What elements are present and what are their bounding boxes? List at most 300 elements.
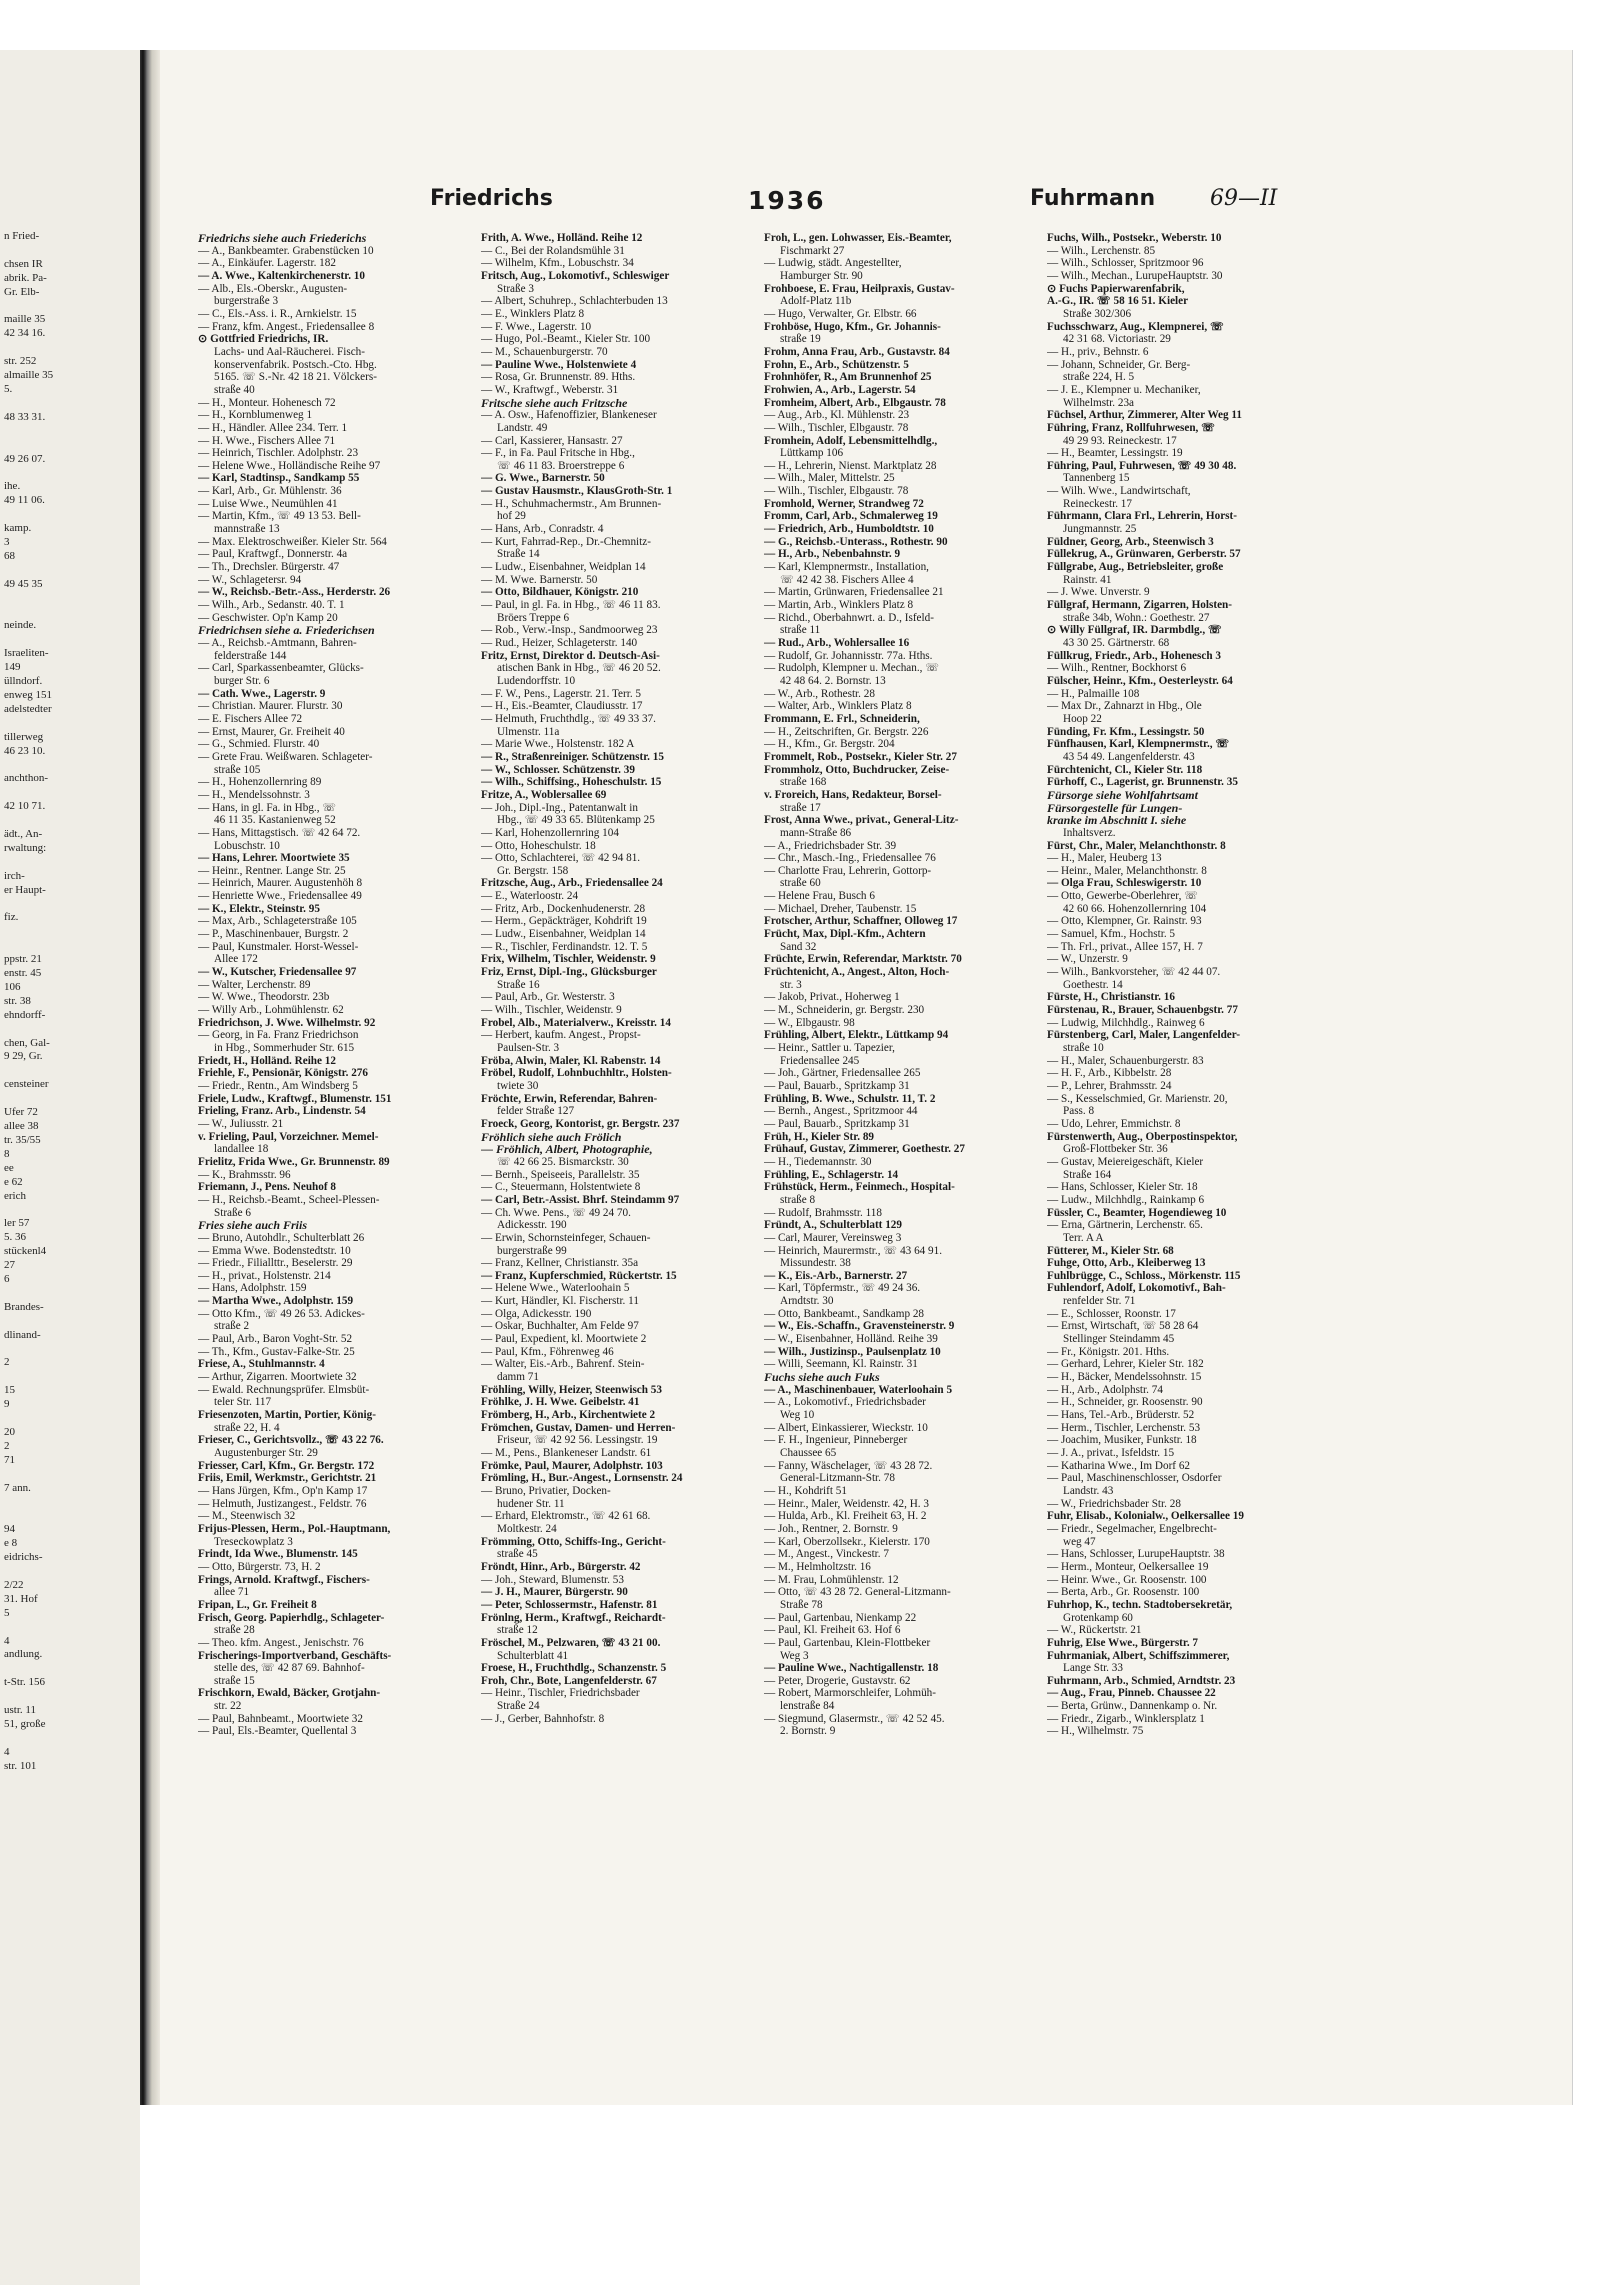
directory-entry-line: Friseur, ☏ 42 92 56. Lessingstr. 19 bbox=[497, 1434, 658, 1447]
directory-entry-line: Fischmarkt 27 bbox=[780, 244, 845, 257]
facing-page-text-fragment bbox=[0, 1203, 140, 1217]
directory-entry-line: Straße 302/306 bbox=[1063, 307, 1132, 320]
directory-entry-line: — A. Wwe., Kaltenkirchenerstr. 10 bbox=[198, 269, 365, 282]
directory-entry-line: Goethestr. 14 bbox=[1063, 978, 1123, 991]
directory-entry-line: Friedrichson, J. Wwe. Wilhelmstr. 92 bbox=[198, 1016, 376, 1029]
directory-entry-line: — Joachim, Musiker, Funkstr. 18 bbox=[1047, 1434, 1197, 1447]
directory-entry-line: — Chr., Masch.-Ing., Friedensallee 76 bbox=[764, 852, 936, 865]
directory-entry-line: — H., Zeitschriften, Gr. Bergstr. 226 bbox=[764, 725, 929, 738]
directory-entry-line: Straße 16 bbox=[497, 978, 540, 991]
directory-entry-line: allee 71 bbox=[214, 1586, 250, 1599]
facing-page-text-fragment bbox=[0, 397, 140, 411]
directory-entry-line: Fröndt, Hinr., Arb., Bürgerstr. 42 bbox=[481, 1560, 641, 1573]
directory-entry-line: — H., Schneider, gr. Roosenstr. 90 bbox=[1047, 1396, 1203, 1409]
directory-entry-line: — H., Händler. Allee 234. Terr. 1 bbox=[198, 421, 348, 434]
directory-entry-line: Frohwien, A., Arb., Lagerstr. 54 bbox=[764, 383, 916, 396]
directory-entry-line: 49 29 93. Reineckestr. 17 bbox=[1063, 434, 1177, 447]
facing-page-text-fragment: Brandes- bbox=[4, 1300, 44, 1313]
directory-entry-line: Jungmannstr. 25 bbox=[1063, 523, 1137, 536]
directory-entry-line: — Gustav, Meiereigeschäft, Kieler bbox=[1047, 1155, 1204, 1168]
directory-entry-line: — Carl, Betr.-Assist. Bhrf. Steindamm 97 bbox=[481, 1193, 680, 1206]
directory-entry-line: — Ewald. Rechnungsprüfer. Elmsbüt- bbox=[198, 1383, 370, 1396]
directory-entry-line: — H., priv., Behnstr. 6 bbox=[1047, 345, 1149, 358]
directory-column-4 bbox=[1047, 232, 1322, 1738]
directory-entry-line: 43 54 49. Langenfelderstr. 43 bbox=[1063, 750, 1195, 763]
directory-entry-line: — Martha Wwe., Adolphstr. 159 bbox=[198, 1295, 354, 1308]
directory-entry-line: Füllekrug, A., Grünwaren, Gerberstr. 57 bbox=[1047, 548, 1241, 561]
directory-entry-line: Friehle, F., Pensionär, Königstr. 276 bbox=[198, 1067, 368, 1080]
directory-entry-line: — S., Kesselschmied, Gr. Marienstr. 20, bbox=[1047, 1092, 1228, 1105]
directory-entry-line: Sand 32 bbox=[780, 940, 817, 953]
directory-entry-line: Fürsorge siehe Wohlfahrtsamt bbox=[1047, 788, 1198, 802]
directory-entry-line: ⊙ Gottfried Friedrichs, IR. bbox=[198, 333, 329, 346]
directory-entry-line: Lüttkamp 106 bbox=[780, 447, 844, 460]
facing-page-text-fragment: neinde. bbox=[4, 619, 37, 632]
directory-entry-line: — Charlotte Frau, Lehrerin, Gottorp- bbox=[764, 864, 932, 877]
facing-page-text-fragment bbox=[0, 1495, 140, 1509]
directory-entry-line: — Rudolph, Klempner u. Mechan., ☏ bbox=[764, 662, 940, 675]
directory-entry-line: 42 48 64. 2. Bornstr. 13 bbox=[780, 674, 886, 687]
directory-entry-line: Grotenkamp 60 bbox=[1063, 1611, 1133, 1624]
directory-entry-line: Fritze, A., Woblersallee 69 bbox=[481, 788, 607, 801]
directory-entry-line: Frohnhöfer, R., Am Brunnenhof 25 bbox=[764, 371, 932, 384]
directory-entry-line: — Wilh., Mechan., LurupeHauptstr. 30 bbox=[1047, 269, 1223, 282]
facing-page-text-fragment: 5 bbox=[4, 1606, 10, 1619]
directory-entry-line: — M. Frau, Lohmühlenstr. 12 bbox=[764, 1573, 899, 1586]
directory-entry-line: — Wilh., Bankvorsteher, ☏ 42 44 07. bbox=[1047, 966, 1221, 979]
facing-page-text-fragment: rwaltung: bbox=[4, 841, 47, 854]
directory-entry-line: Straße 14 bbox=[497, 548, 540, 561]
directory-entry-line: — Hans Jürgen, Kfm., Op'n Kamp 17 bbox=[198, 1484, 368, 1497]
directory-entry-line: — Willy Arb., Lohmühlenstr. 62 bbox=[198, 1004, 344, 1017]
facing-page-text-fragment: 2/22 bbox=[4, 1578, 24, 1591]
directory-entry-line: — Otto, Gewerbe-Oberlehrer, ☏ bbox=[1047, 890, 1199, 903]
directory-entry-line: — H. F., Arb., Kibbelstr. 28 bbox=[1047, 1067, 1172, 1080]
directory-entry-line: — Paul, Arb., Baron Voght-Str. 52 bbox=[198, 1333, 353, 1346]
directory-entry-line: Terr. A A bbox=[1063, 1231, 1104, 1244]
directory-column-3 bbox=[764, 232, 1039, 1738]
directory-entry-line: burger Str. 6 bbox=[214, 674, 270, 687]
directory-entry-line: teler Str. 117 bbox=[214, 1396, 272, 1409]
directory-entry-line: — A., Bankbeamter. Grabenstücken 10 bbox=[198, 244, 374, 257]
directory-entry-line: str. 22 bbox=[214, 1700, 242, 1713]
directory-entry-line: Frömling, H., Bur.-Angest., Lornsenstr. 24 bbox=[481, 1472, 683, 1485]
directory-entry-line: — Carl, Maurer, Vereinsweg 3 bbox=[764, 1231, 902, 1244]
directory-entry-line: damm 71 bbox=[497, 1371, 539, 1384]
directory-entry-line: — E., Schlosser, Roonstr. 17 bbox=[1047, 1307, 1176, 1320]
directory-entry-line: Frohboese, E. Frau, Heilpraxis, Gustav- bbox=[764, 282, 955, 295]
directory-entry-line: — Otto Kfm., ☏ 49 26 53. Adickes- bbox=[198, 1307, 365, 1320]
directory-entry-line: — J. A., privat., Isfeldstr. 15 bbox=[1047, 1447, 1175, 1459]
directory-entry-line: renfelder Str. 71 bbox=[1063, 1295, 1136, 1308]
directory-entry-line: Fröbel, Rudolf, Lohnbuchhltr., Holsten- bbox=[481, 1067, 672, 1080]
facing-page-text-fragment: erich bbox=[4, 1189, 26, 1202]
directory-entry-line: — Otto, Bankbeamt., Sandkamp 28 bbox=[764, 1307, 925, 1320]
directory-entry-line: — Hans, Mittagstisch. ☏ 42 64 72. bbox=[198, 826, 361, 839]
directory-entry-line: weg 47 bbox=[1063, 1535, 1096, 1548]
directory-entry-line: — H., Beamter, Lessingstr. 19 bbox=[1047, 447, 1183, 460]
facing-page-text-fragment: Gr. Elb- bbox=[4, 285, 40, 298]
page-header bbox=[170, 182, 1320, 218]
directory-entry-line: Fuhlbrügge, C., Schloss., Mörkenstr. 115 bbox=[1047, 1269, 1241, 1282]
facing-page-text-fragment: 94 bbox=[4, 1523, 15, 1536]
directory-entry-line: straße 22, H. 4 bbox=[214, 1421, 280, 1434]
directory-entry-line: landallee 18 bbox=[214, 1143, 269, 1156]
directory-entry-line: — Heinrich, Maurer. Augustenhöh 8 bbox=[198, 877, 363, 890]
directory-entry-line: — Luise Wwe., Neumühlen 41 bbox=[198, 497, 338, 510]
directory-entry-line: — P., Lehrer, Brahmsstr. 24 bbox=[1047, 1079, 1172, 1092]
directory-entry-line: — H., privat., Holstenstr. 214 bbox=[198, 1269, 331, 1282]
directory-entry-line: — H., Lehrerin, Nienst. Marktplatz 28 bbox=[764, 459, 937, 472]
facing-page-text-fragment: str. 101 bbox=[4, 1759, 37, 1772]
directory-entry-line: — Walter, Eis.-Arb., Bahrenf. Stein- bbox=[481, 1358, 645, 1371]
directory-entry-line: Chaussee 65 bbox=[780, 1447, 837, 1459]
directory-entry-line: Frobel, Alb., Materialverw., Kreisstr. 14 bbox=[481, 1016, 671, 1029]
directory-entry-line: Straße 6 bbox=[214, 1206, 251, 1219]
directory-entry-line: — Hugo, Verwalter, Gr. Elbstr. 66 bbox=[764, 307, 917, 320]
directory-entry-line: — E. Fischers Allee 72 bbox=[198, 712, 303, 725]
directory-entry-line: — Ludw., Eisenbahner, Weidplan 14 bbox=[481, 561, 646, 574]
directory-entry-line: — Heinrich, Tischler. Adolphstr. 23 bbox=[198, 447, 359, 460]
directory-entry-line: v. Froreich, Hans, Redakteur, Borsel- bbox=[764, 788, 942, 801]
directory-entry-line: Frost, Anna Wwe., privat., General-Litz- bbox=[764, 814, 959, 827]
directory-entry-line: Frommholz, Otto, Buchdrucker, Zeise- bbox=[764, 763, 950, 776]
facing-page-text-fragment: 5. bbox=[4, 382, 13, 395]
directory-entry-line: — Walter, Arb., Winklers Platz 8 bbox=[764, 700, 912, 713]
directory-entry-line: — W., Juliusstr. 21 bbox=[198, 1117, 284, 1130]
directory-entry-line: — Robert, Marmorschleifer, Lohmüh- bbox=[764, 1687, 936, 1700]
directory-entry-line: Lobuschstr. 10 bbox=[214, 839, 280, 852]
directory-entry-line: konservenfabrik. Postsch.-Cto. Hbg. bbox=[214, 358, 377, 371]
directory-entry-line: — M., Pens., Blankeneser Landstr. 61 bbox=[481, 1447, 652, 1459]
facing-page-text-fragment bbox=[0, 925, 140, 939]
facing-page-text-fragment: str. 252 bbox=[4, 355, 37, 368]
directory-entry-line: — Paul, Bahnbeamt., Moortwiete 32 bbox=[198, 1712, 363, 1725]
directory-entry-line: Lange Str. 33 bbox=[1063, 1662, 1123, 1675]
directory-entry-line: Stellinger Steindamm 45 bbox=[1063, 1333, 1175, 1346]
directory-entry-line: — C., Els.-Ass. i. R., Arnkielstr. 15 bbox=[198, 307, 357, 320]
facing-page-text-fragment bbox=[0, 814, 140, 828]
facing-page-text-fragment: 2 bbox=[4, 1439, 10, 1452]
directory-entry-line: Lachs- und Aal-Räucherei. Fisch- bbox=[214, 345, 365, 358]
directory-entry-line: — H., Reichsb.-Beamt., Scheel-Plessen- bbox=[198, 1193, 380, 1206]
directory-entry-line: — Jakob, Privat., Hoherweg 1 bbox=[764, 991, 900, 1004]
directory-entry-line: Frömke, Paul, Maurer, Adolphstr. 103 bbox=[481, 1459, 663, 1472]
directory-entry-line: — Wilh., Tischler, Weidenstr. 9 bbox=[481, 1004, 622, 1017]
directory-entry-line: — H., Mendelssohnstr. 3 bbox=[198, 788, 310, 801]
facing-page-text-fragment bbox=[0, 1412, 140, 1426]
directory-entry-line: — Paul, Gartenbau, Klein-Flottbeker bbox=[764, 1636, 931, 1649]
directory-entry-line: — H., Wilhelmstr. 75 bbox=[1047, 1725, 1144, 1738]
directory-entry-line: Fuhrmaniak, Albert, Schiffszimmerer, bbox=[1047, 1649, 1230, 1662]
directory-entry-line: Froese, H., Fruchthdlg., Schanzenstr. 5 bbox=[481, 1662, 667, 1675]
directory-entry-line: — Paul, Bauarb., Spritzkamp 31 bbox=[764, 1117, 910, 1130]
facing-page-text-fragment: 51, große bbox=[4, 1717, 46, 1730]
directory-entry-line: — Grete Frau. Weißwaren. Schlageter- bbox=[198, 750, 373, 763]
directory-entry-line: 42 60 66. Hohenzollernring 104 bbox=[1063, 902, 1207, 915]
directory-entry-line: Friedt, H., Holländ. Reihe 12 bbox=[198, 1054, 336, 1067]
directory-entry-line: — Peter, Schlossermstr., Hafenstr. 81 bbox=[481, 1598, 658, 1611]
facing-page-text-fragment bbox=[0, 1732, 140, 1746]
directory-entry-line: — J., Gerber, Bahnhofstr. 8 bbox=[481, 1712, 605, 1725]
directory-entry-line: — Hans, Schlosser, LurupeHauptstr. 38 bbox=[1047, 1548, 1225, 1561]
directory-entry-line: — Karl, Hohenzollernring 104 bbox=[481, 826, 619, 839]
directory-entry-line: — R., Tischler, Ferdinandstr. 12. T. 5 bbox=[481, 940, 648, 953]
facing-page-text-fragment bbox=[0, 1509, 140, 1523]
directory-entry-line: — Wilh., Lerchenstr. 85 bbox=[1047, 244, 1156, 257]
directory-entry-line: Frömberg, H., Arb., Kirchentwiete 2 bbox=[481, 1409, 656, 1422]
facing-page-text-fragment bbox=[0, 1662, 140, 1676]
directory-entry-line: — H., Monteur. Hohenesch 72 bbox=[198, 396, 336, 409]
facing-page-text-fragment: 49 11 06. bbox=[4, 494, 45, 507]
directory-entry-line: Frix, Wilhelm, Tischler, Weidenstr. 9 bbox=[481, 953, 656, 966]
facing-page-text-fragment: almaille 35 bbox=[4, 369, 54, 382]
directory-entry-line: straße 19 bbox=[780, 333, 821, 346]
directory-entry-line: Füllgrabe, Aug., Betriebsleiter, große bbox=[1047, 561, 1224, 574]
directory-entry-line: — Friedr., Filiallttr., Beselerstr. 29 bbox=[198, 1257, 353, 1270]
facing-page-text-fragment bbox=[0, 300, 140, 314]
directory-entry-line: — H., Hohenzollernring 89 bbox=[198, 776, 322, 789]
directory-entry-line: — Heinrich, Maurermstr., ☏ 43 64 91. bbox=[764, 1244, 943, 1257]
directory-entry-line: — Wilh., Justizinsp., Paulsenplatz 10 bbox=[764, 1345, 941, 1358]
facing-page-text-fragment: 5. 36 bbox=[4, 1231, 26, 1244]
facing-page-text-fragment bbox=[0, 1565, 140, 1579]
directory-entry-line: — Erwin, Schornsteinfeger, Schauen- bbox=[481, 1231, 651, 1244]
directory-entry-line: Frohböse, Hugo, Kfm., Gr. Johannis- bbox=[764, 320, 941, 333]
facing-page-text-fragment: e 62 bbox=[4, 1175, 23, 1188]
directory-entry-line: — Franz, Kupferschmied, Rückertstr. 15 bbox=[481, 1269, 677, 1282]
directory-entry-line: straße 10 bbox=[1063, 1042, 1104, 1054]
directory-entry-line: — Paul, Arb., Gr. Westerstr. 3 bbox=[481, 991, 615, 1004]
directory-entry-line: Fromhein, Adolf, Lebensmittelhdlg., bbox=[764, 434, 938, 447]
directory-entry-line: Frieser, C., Gerichtsvollz., ☏ 43 22 76. bbox=[198, 1434, 384, 1447]
directory-entry-line: Moltkestr. 24 bbox=[497, 1522, 557, 1535]
facing-page-text-fragment bbox=[0, 1468, 140, 1482]
directory-entry-line: — Hans, in gl. Fa. in Hbg., ☏ bbox=[198, 801, 337, 814]
directory-entry-line: Fürstenau, R., Brauer, Schauenbgstr. 77 bbox=[1047, 1004, 1238, 1017]
facing-page-text-fragment: tr. 35/55 bbox=[4, 1133, 41, 1146]
directory-entry-line: Allee 172 bbox=[214, 953, 258, 966]
directory-entry-line: — R., Straßenreiniger. Schützenstr. 15 bbox=[481, 750, 664, 763]
directory-entry-line: — W., Schlagetersr. 94 bbox=[198, 573, 302, 586]
directory-entry-line: Fuhr, Elisab., Kolonialw., Oelkersallee 19 bbox=[1047, 1510, 1244, 1523]
facing-page-text-fragment: tillerweg bbox=[4, 730, 44, 743]
directory-entry-line: — Herbert, kaufm. Angest., Propst- bbox=[481, 1029, 641, 1042]
directory-entry-line: — Arthur, Zigarren. Moortwiete 32 bbox=[198, 1371, 357, 1384]
directory-entry-line: Landstr. 49 bbox=[497, 421, 548, 434]
directory-entry-line: — Th., Drechsler. Bürgerstr. 47 bbox=[198, 561, 340, 574]
directory-entry-line: Fuhlendorf, Adolf, Lokomotivf., Bah- bbox=[1047, 1282, 1226, 1295]
directory-entry-line: Fütterer, M., Kieler Str. 68 bbox=[1047, 1244, 1174, 1257]
directory-entry-line: Friele, Ludw., Kraftwgf., Blumenstr. 151 bbox=[198, 1092, 392, 1105]
directory-entry-line: Frings, Arnold. Kraftwgf., Fischers- bbox=[198, 1573, 370, 1586]
directory-entry-line: Groß-Flottbeker Str. 36 bbox=[1063, 1143, 1168, 1156]
directory-entry-line: stelle des, ☏ 42 87 69. Bahnhof- bbox=[214, 1662, 365, 1675]
directory-entry-line: — W., Kutscher, Friedensallee 97 bbox=[198, 966, 357, 979]
directory-entry-line: Frieling, Franz. Arb., Lindenstr. 54 bbox=[198, 1105, 366, 1118]
directory-entry-line: — E., Winklers Platz 8 bbox=[481, 307, 585, 320]
facing-page-text-fragment: anchthon- bbox=[4, 772, 48, 785]
directory-entry-line: Friis, Emil, Werkmstr., Gerichtstr. 21 bbox=[198, 1472, 377, 1485]
directory-entry-line: Fromhold, Werner, Strandweg 72 bbox=[764, 497, 924, 510]
directory-entry-line: — Rud., Heizer, Schlageterstr. 140 bbox=[481, 637, 638, 649]
directory-entry-line: — Joh., Gärtner, Friedensallee 265 bbox=[764, 1067, 921, 1080]
directory-entry-line: straße 15 bbox=[214, 1674, 255, 1687]
directory-entry-line: — F., in Fa. Paul Fritsche in Hbg., bbox=[481, 447, 635, 460]
directory-entry-line: Frühling, Albert, Elektr., Lüttkamp 94 bbox=[764, 1029, 949, 1042]
directory-entry-line: Friedrichs siehe auch Friederichs bbox=[198, 232, 367, 245]
directory-entry-line: — Karl, Stadtinsp., Sandkamp 55 bbox=[198, 472, 360, 485]
directory-entry-line: — Theo. kfm. Angest., Jenischstr. 76 bbox=[198, 1636, 364, 1649]
facing-page-text-fragment: 8 bbox=[4, 1147, 10, 1160]
directory-entry-line: — H., Palmaille 108 bbox=[1047, 687, 1140, 700]
directory-entry-line: hudener Str. 11 bbox=[497, 1497, 565, 1510]
directory-entry-line: — H., Arb., Nebenbahnstr. 9 bbox=[764, 548, 901, 561]
directory-entry-line: — H., Eis.-Beamter, Claudiusstr. 17 bbox=[481, 700, 643, 713]
facing-page-text-fragment: 20 bbox=[4, 1425, 15, 1438]
directory-entry-line: — C., Bei der Rolandsmühle 31 bbox=[481, 244, 625, 257]
directory-entry-line: — Samuel, Kfm., Hochstr. 5 bbox=[1047, 928, 1176, 941]
directory-entry-line: Füllgraf, Hermann, Zigarren, Holsten- bbox=[1047, 599, 1232, 612]
directory-entry-line: — Helene Wwe., Holländische Reihe 97 bbox=[198, 459, 381, 472]
directory-entry-line: — Rudolf, Gr. Johannisstr. 77a. Hths. bbox=[764, 649, 933, 662]
header-left-keyword: Friedrichs bbox=[430, 186, 553, 211]
directory-entry-line: — A., Lokomotivf., Friedrichsbader bbox=[764, 1396, 926, 1409]
directory-entry-line: kranke im Abschnitt I. siehe bbox=[1047, 814, 1187, 827]
directory-entry-line: — Walter, Lerchenstr. 89 bbox=[198, 978, 311, 991]
directory-entry-line: ☏ 46 11 83. Broerstreppe 6 bbox=[497, 459, 625, 472]
directory-entry-line: straße 60 bbox=[780, 877, 821, 890]
directory-entry-line: — Erhard, Elektromstr., ☏ 42 61 68. bbox=[481, 1510, 651, 1523]
directory-entry-line: — Ernst, Wirtschaft, ☏ 58 28 64 bbox=[1047, 1320, 1199, 1333]
directory-entry-line: — Friedr., Rentn., Am Windsberg 5 bbox=[198, 1079, 358, 1092]
facing-page-text-fragment bbox=[0, 466, 140, 480]
directory-entry-line: — Martin, Arb., Winklers Platz 8 bbox=[764, 599, 914, 612]
directory-entry-line: — A., Friedrichsbader Str. 39 bbox=[764, 839, 897, 852]
facing-page-text-fragment: 15 bbox=[4, 1384, 15, 1397]
directory-entry-line: Weg 3 bbox=[780, 1649, 809, 1662]
directory-entry-line: — G. Wwe., Barnerstr. 50 bbox=[481, 472, 605, 485]
directory-entry-line: — Berta, Arb., Gr. Roosenstr. 100 bbox=[1047, 1586, 1200, 1599]
directory-entry-line: General-Litzmann-Str. 78 bbox=[780, 1472, 895, 1485]
directory-entry-line: — Th., Kfm., Gustav-Falke-Str. 25 bbox=[198, 1345, 355, 1358]
directory-entry-line: straße 224, H. 5 bbox=[1063, 371, 1135, 384]
directory-entry-line: — W., Unzerstr. 9 bbox=[1047, 953, 1128, 966]
directory-entry-line: mannstraße 13 bbox=[214, 523, 280, 536]
facing-page-fragment bbox=[0, 50, 140, 2285]
facing-page-text-fragment: allee 38 bbox=[4, 1120, 39, 1132]
directory-entry-line: straße 40 bbox=[214, 383, 255, 396]
directory-entry-line: Hamburger Str. 90 bbox=[780, 269, 863, 282]
facing-page-text-fragment: er Haupt- bbox=[4, 883, 46, 896]
directory-entry-line: — Paul, Kfm., Föhrenweg 46 bbox=[481, 1345, 614, 1358]
directory-entry-line: Frömchen, Gustav, Damen- und Herren- bbox=[481, 1421, 676, 1434]
directory-entry-line: — Bernh., Angest., Spritzmoor 44 bbox=[764, 1105, 918, 1118]
directory-column-2 bbox=[481, 232, 756, 1725]
directory-entry-line: — Fanny, Wäschelager, ☏ 43 28 72. bbox=[764, 1459, 933, 1472]
facing-page-text-fragment bbox=[0, 856, 140, 870]
directory-entry-line: Frindt, Ida Wwe., Blumenstr. 145 bbox=[198, 1548, 358, 1561]
directory-entry-line: — H., Tiedemannstr. 30 bbox=[764, 1155, 872, 1168]
facing-page-text-fragment: enstr. 45 bbox=[4, 967, 42, 980]
directory-entry-line: — Ludw., Eisenbahner, Weidplan 14 bbox=[481, 928, 646, 941]
directory-entry-line: — Karl, Töpfermstr., ☏ 49 24 36. bbox=[764, 1282, 921, 1295]
facing-page-text-fragment: e 8 bbox=[4, 1537, 18, 1550]
directory-entry-line: Fromm, Carl, Arb., Schmalerweg 19 bbox=[764, 510, 938, 523]
directory-entry-line: — Pauline Wwe., Nachtigallenstr. 18 bbox=[764, 1662, 939, 1675]
facing-page-text-fragment: 42 10 71. bbox=[4, 800, 46, 813]
facing-page-text-fragment: stückenl4 bbox=[4, 1245, 47, 1258]
directory-entry-line: — M., Schneiderin, gr. Bergstr. 230 bbox=[764, 1004, 925, 1017]
directory-entry-line: — Paul, Bauarb., Spritzkamp 31 bbox=[764, 1079, 910, 1092]
directory-entry-line: A.-G., IR. ☏ 58 16 51. Kieler bbox=[1047, 295, 1189, 308]
directory-entry-line: Fritsch, Aug., Lokomotivf., Schleswiger bbox=[481, 269, 670, 282]
directory-entry-line: — K., Elektr., Steinstr. 95 bbox=[198, 902, 320, 915]
directory-entry-line: 42 31 68. Victoriastr. 29 bbox=[1063, 333, 1171, 346]
directory-entry-line: — Albert, Einkassierer, Wieckstr. 10 bbox=[764, 1421, 928, 1434]
directory-entry-line: Gr. Bergstr. 158 bbox=[497, 864, 569, 877]
directory-entry-line: — E., Waterloostr. 24 bbox=[481, 890, 579, 903]
directory-entry-line: straße 28 bbox=[214, 1624, 255, 1637]
directory-entry-line: — Ch. Wwe. Pens., ☏ 49 24 70. bbox=[481, 1206, 631, 1219]
facing-page-text-fragment: maille 35 bbox=[4, 313, 46, 326]
directory-entry-line: — P., Maschinenbauer, Burgstr. 2 bbox=[198, 928, 349, 941]
directory-entry-line: straße 168 bbox=[780, 776, 827, 789]
directory-entry-line: — Karl, Klempnermstr., Installation, bbox=[764, 561, 929, 574]
facing-page-text-fragment: dlinand- bbox=[4, 1328, 41, 1341]
facing-page-text-fragment bbox=[0, 605, 140, 619]
directory-entry-line: — Heinr., Maler, Melanchthonstr. 8 bbox=[1047, 864, 1207, 877]
directory-entry-line: — Helene Frau, Busch 6 bbox=[764, 890, 875, 903]
directory-entry-line: — Wilhelm, Kfm., Lobuschstr. 34 bbox=[481, 257, 634, 270]
directory-entry-line: Frohn, E., Arb., Schützenstr. 5 bbox=[764, 358, 909, 371]
directory-entry-line: straße 2 bbox=[214, 1320, 250, 1333]
directory-entry-line: Friedrichsen siehe a. Friederichsen bbox=[198, 624, 375, 637]
directory-entry-line: Füchsel, Arthur, Zimmerer, Alter Weg 11 bbox=[1047, 409, 1242, 422]
directory-entry-line: — Max, Arb., Schlageterstraße 105 bbox=[198, 915, 357, 928]
directory-entry-line: Füldner, Georg, Arb., Steenwisch 3 bbox=[1047, 535, 1214, 548]
directory-entry-line: Frühling, E., Schlagerstr. 14 bbox=[764, 1168, 899, 1181]
directory-entry-line: — W., Arb., Rothestr. 28 bbox=[764, 687, 875, 700]
directory-entry-line: Fritz, Ernst, Direktor d. Deutsch-Asi- bbox=[481, 649, 660, 662]
directory-entry-line: — Katharina Wwe., Im Dorf 62 bbox=[1047, 1459, 1191, 1472]
directory-entry-line: Straße 78 bbox=[780, 1598, 823, 1611]
directory-entry-line: mann-Straße 86 bbox=[780, 826, 852, 839]
directory-entry-line: — Hans, Adolphstr. 159 bbox=[198, 1282, 307, 1295]
facing-page-text-fragment: ler 57 bbox=[4, 1217, 30, 1230]
directory-entry-line: — Karl, Oberzollsekr., Kielerstr. 170 bbox=[764, 1535, 930, 1548]
directory-entry-line: Friemann, J., Pens. Neuhof 8 bbox=[198, 1181, 336, 1194]
directory-entry-line: — Bruno, Privatier, Docken- bbox=[481, 1484, 611, 1497]
directory-entry-line: — Karl, Arb., Gr. Mühlenstr. 36 bbox=[198, 485, 342, 498]
directory-entry-line: — H., Maler, Schauenburgerstr. 83 bbox=[1047, 1054, 1204, 1067]
directory-entry-line: Fröschel, M., Pelzwaren, ☏ 43 21 00. bbox=[481, 1636, 661, 1649]
facing-page-text-fragment bbox=[0, 786, 140, 800]
facing-page-text-fragment: 27 bbox=[4, 1259, 15, 1272]
directory-entry-line: — K., Brahmsstr. 96 bbox=[198, 1168, 291, 1181]
directory-entry-line: — W. Wwe., Theodorstr. 23b bbox=[198, 991, 330, 1004]
directory-entry-line: Frielitz, Frida Wwe., Gr. Brunnenstr. 89 bbox=[198, 1155, 390, 1168]
facing-page-text-fragment: kamp. bbox=[4, 522, 32, 535]
directory-entry-line: — Willi, Seemann, Kl. Rainstr. 31 bbox=[764, 1358, 918, 1371]
directory-entry-line: — H., Maler, Heuberg 13 bbox=[1047, 852, 1162, 865]
directory-entry-line: — M., Steenwisch 32 bbox=[198, 1510, 296, 1523]
facing-page-text-fragment bbox=[0, 592, 140, 606]
directory-entry-line: Wilhelmstr. 23a bbox=[1063, 396, 1135, 409]
facing-page-text-fragment: chsen IR bbox=[4, 257, 43, 270]
facing-page-text-fragment bbox=[0, 1621, 140, 1635]
directory-entry-line: Frühstück, Herm., Feinmech., Hospital- bbox=[764, 1181, 955, 1194]
